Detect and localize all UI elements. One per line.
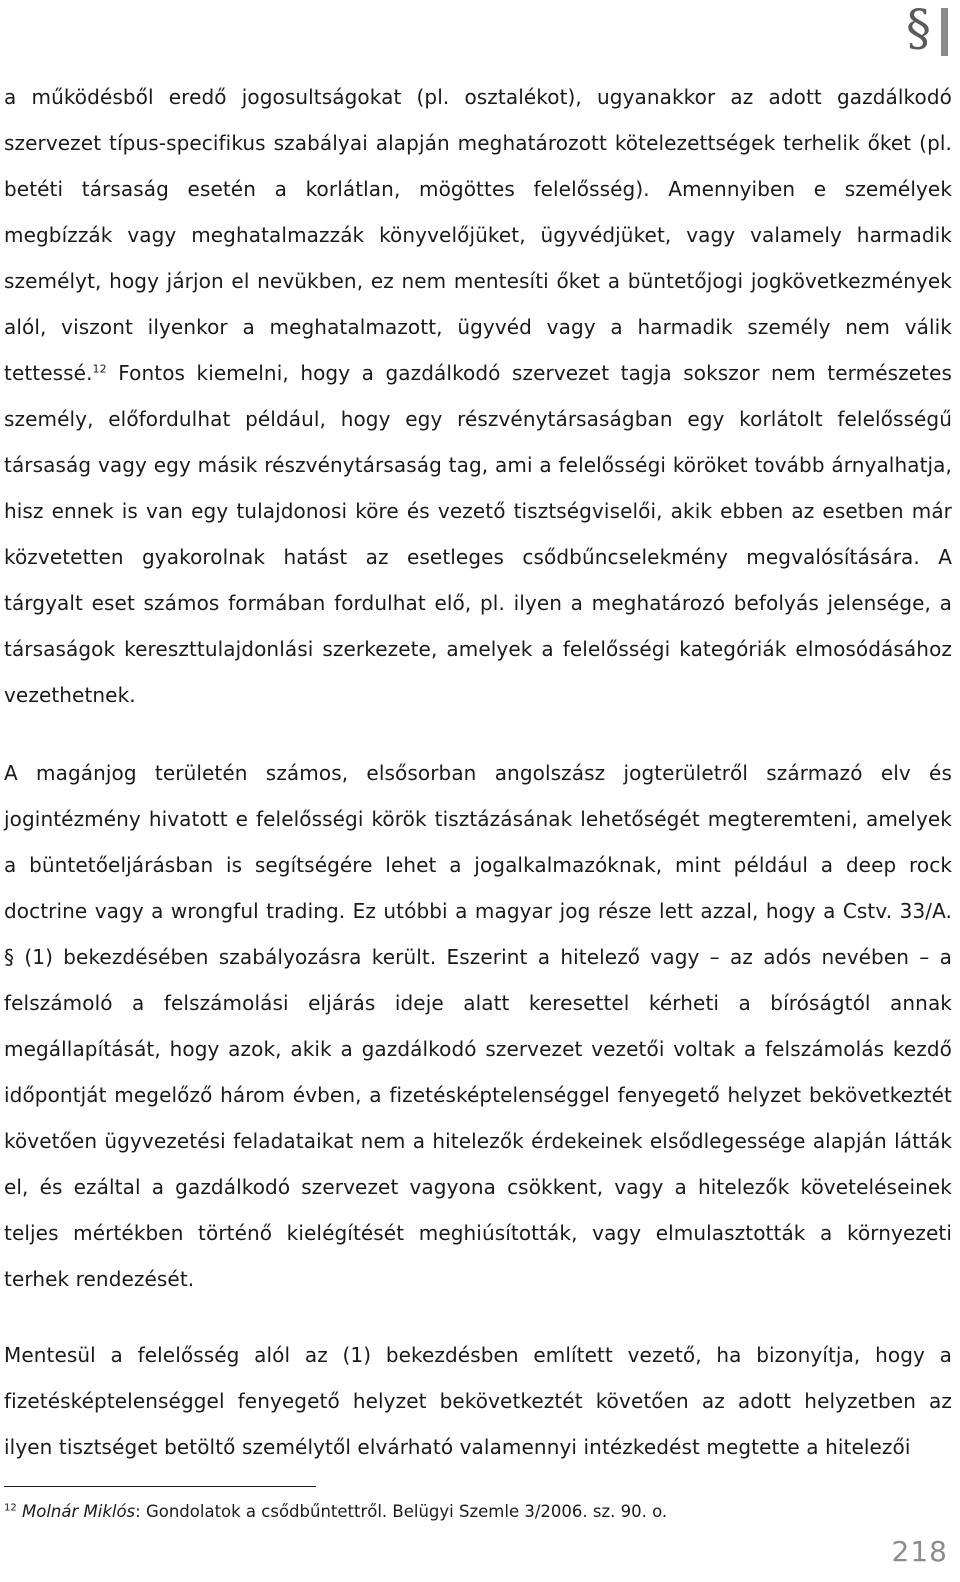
paragraph-1-text-start: a működésből eredő jogosultságokat (pl. osztalékot), ugyanakkor az adott gazdálkodó szervezet típus-specifikus szabályai alapján meghatározott kötelezettségek terhelik őket (pl. betéti társaság esetén a korlátlan, mögöttes felelősség). Amennyiben e személyek megbízzák vagy meghatalmazzák könyvelőjüket, ügyvédjüket, vagy valamely harmadik személyt, hogy járjon el nevükben, ez nem mentesíti őket a büntetőjogi jogkövetkezmények alól, viszont ilyenkor a meghatalmazott, ügyvéd vagy a harmadik személy nem válik tettessé. <box>4 85 952 385</box>
paragraph-3: Mentesül a felelősség alól az (1) bekezdésben említett vezető, ha bizonyítja, hogy a fizetésképtelenséggel fenyegető helyzet bekövetkeztét követően az adott helyzetben az ilyen tisztséget betöltő személytől elvárható valamennyi intézkedést megtette a hitelezői <box>4 1343 952 1459</box>
footnote-author: Molnár Miklós <box>21 1502 136 1521</box>
page-number: 218 <box>891 1535 948 1568</box>
footnote-separator <box>4 1486 316 1487</box>
document-body <box>4 74 952 1470</box>
paragraph-1 <box>4 74 952 718</box>
logo-bar <box>941 8 948 56</box>
paragraph-sign-logo <box>906 0 950 57</box>
paragraph-2: A magánjog területén számos, elsősorban angolszász jogterületről származó elv és jogintézmény hivatott e felelősségi körök tisztázásának lehetőségét megteremteni, amelyek a büntetőeljárásban is segítségére lehet a jogalkalmazóknak, mint például a deep rock doctrine vagy a wrongful trading. Ez utóbbi a magyar jog része lett azzal, hogy a Cstv. 33/A. § (1) bekezdésében szabályozásra került. Eszerint a hitelező vagy – az adós nevében – a felszámoló a felszámolási eljárás ideje alatt keresettel kérheti a bíróságtól annak megállapítását, hogy azok, akik a gazdálkodó szervezet vezetői voltak a felszámolás kezdő időpontját megelőző három évben, a fizetésképtelenséggel fenyegető helyzet bekövetkeztét követően ügyvezetési feladataikat nem a hitelezők érdekeinek elsődlegessége alapján látták el, és ezáltal a gazdálkodó szervezet vagyona csökkent, vagy a hitelezők követeléseinek teljes mértékben történő kielégítését meghiúsították, vagy elmulasztották a környezeti terhek rendezését. <box>4 761 952 1291</box>
footnote-ref-12[interactable]: 12 <box>92 362 107 376</box>
paragraph-1-text-end: Fontos kiemelni, hogy a gazdálkodó szervezet tagja sokszor nem természetes személy, előfordulhat például, hogy egy részvénytársaságban egy korlátolt felelősségű társaság vagy egy másik részvénytársaság tag, ami a felelősségi köröket tovább árnyalhatja, hisz ennek is van egy tulajdonosi köre és vezető tisztségviselői, akik ebben az esetben már közvetetten gyakorolnak hatást az esetleges csődbűncselekmény megvalósítására. A tárgyalt eset számos formában fordulhat elő, pl. ilyen a meghatározó befolyás jelensége, a társaságok kereszttulajdonlási szerkezete, amelyek a felelősségi kategóriák elmosódásához vezethetnek. <box>4 361 952 707</box>
footnote-text: : Gondolatok a csődbűntettről. Belügyi Szemle 3/2006. sz. 90. o. <box>135 1502 668 1521</box>
footnote-12 <box>4 1500 667 1524</box>
section-sign-icon: § <box>906 0 931 57</box>
footnote-number: 12 <box>4 1502 17 1514</box>
